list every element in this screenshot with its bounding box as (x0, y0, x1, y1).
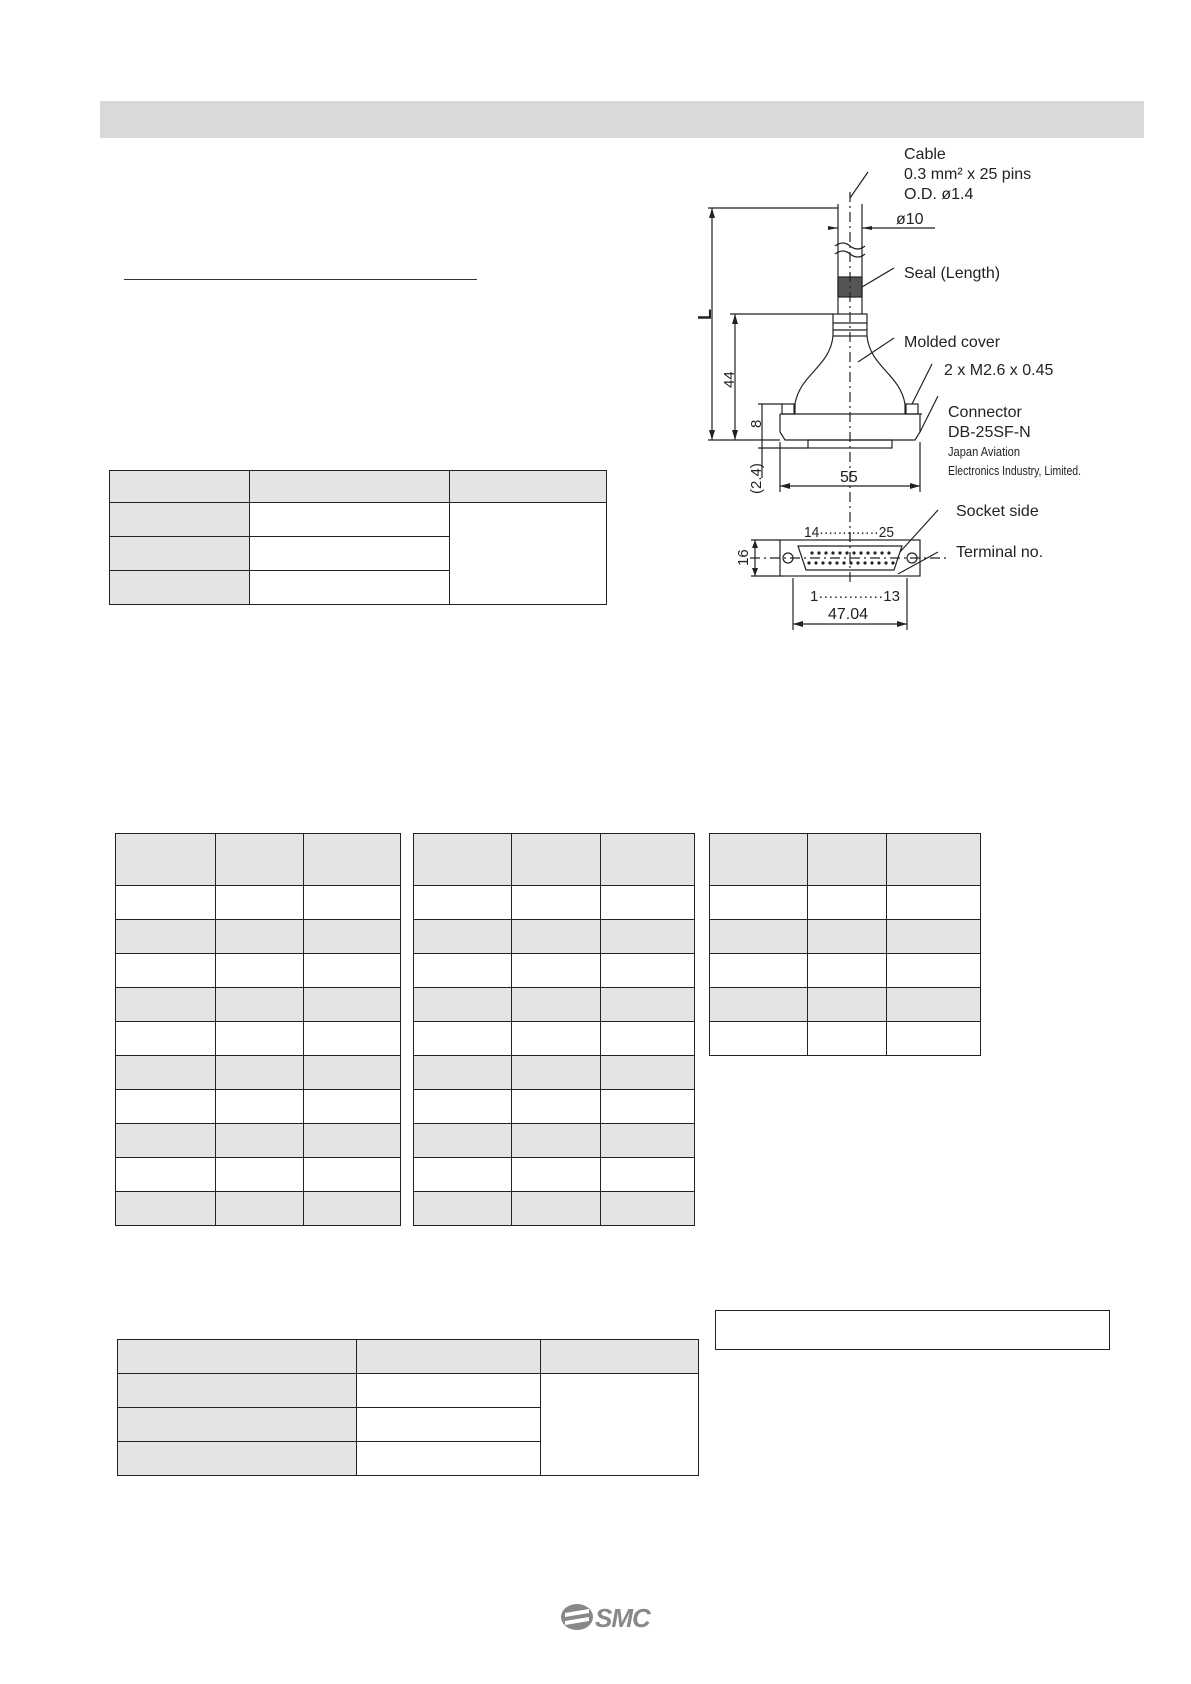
table-cell (512, 1022, 601, 1056)
label-dim-2-4: (2.4) (748, 463, 765, 494)
label-dim-55: 55 (840, 469, 858, 486)
header-cell (116, 834, 216, 886)
table-cell (216, 1158, 304, 1192)
pin-table-3 (709, 833, 981, 1056)
table-cell (887, 988, 981, 1022)
section-header-bar (100, 101, 1144, 138)
table-cell (710, 886, 808, 920)
label-cable-od: O.D. ø1.4 (904, 186, 974, 203)
table-cell (808, 920, 887, 954)
table-cell (216, 886, 304, 920)
table-cell (808, 988, 887, 1022)
label-seal: Seal (Length) (904, 265, 1001, 282)
table-cell (887, 1022, 981, 1056)
note-box (715, 1310, 1110, 1350)
table-cell (216, 954, 304, 988)
table-cell (512, 886, 601, 920)
table-cell (887, 920, 981, 954)
table-cell (116, 1022, 216, 1056)
label-pins-bottom: 1·············13 (810, 588, 900, 605)
table-cell (710, 1022, 808, 1056)
label-maker-1: Japan Aviation (948, 444, 1020, 459)
table-cell (304, 988, 401, 1022)
table-cell (414, 1124, 512, 1158)
table-cell (116, 886, 216, 920)
table-cell (216, 1056, 304, 1090)
label-dim-44: 44 (721, 371, 738, 388)
label-connector-model: DB-25SF-N (948, 424, 1031, 441)
table-cell (250, 571, 450, 605)
table-cell (808, 954, 887, 988)
table-cell (304, 1192, 401, 1226)
table-cell (414, 886, 512, 920)
table-cell (512, 1124, 601, 1158)
table-cell (414, 954, 512, 988)
merged-cell (541, 1374, 699, 1476)
table-cell (887, 954, 981, 988)
pin-table-2 (413, 833, 695, 1226)
table-cell (601, 920, 695, 954)
table-cell (887, 886, 981, 920)
table-cell (512, 954, 601, 988)
table-cell (304, 1158, 401, 1192)
label-socket-side: Socket side (956, 503, 1039, 520)
table-cell (414, 1192, 512, 1226)
table-cell (116, 1124, 216, 1158)
table-cell (304, 920, 401, 954)
merged-cell (450, 503, 607, 605)
table-cell (414, 920, 512, 954)
table-cell (414, 1056, 512, 1090)
label-connector: Connector (948, 404, 1022, 421)
header-cell (216, 834, 304, 886)
table-cell (304, 1090, 401, 1124)
table-cell (216, 920, 304, 954)
table-cell (250, 537, 450, 571)
table-cell (116, 1090, 216, 1124)
label-cable-spec: 0.3 mm² x 25 pins (904, 166, 1032, 183)
header-cell (541, 1340, 699, 1374)
heading-underline (124, 279, 477, 280)
bottom-length-table (117, 1339, 699, 1476)
table-cell (116, 988, 216, 1022)
table-cell (512, 1192, 601, 1226)
header-cell (110, 471, 250, 503)
header-cell (118, 1340, 357, 1374)
header-cell (808, 834, 887, 886)
header-cell (304, 834, 401, 886)
table-cell (116, 954, 216, 988)
header-cell (450, 471, 607, 503)
connector-cable-drawing (695, 142, 1100, 662)
table-cell (512, 920, 601, 954)
header-cell (512, 834, 601, 886)
table-cell (710, 954, 808, 988)
label-screw: 2 x M2.6 x 0.45 (944, 362, 1054, 379)
label-pins-top: 14·············25 (804, 524, 894, 541)
header-cell (601, 834, 695, 886)
table-cell (512, 1090, 601, 1124)
label-cable: Cable (904, 146, 946, 163)
header-cell (414, 834, 512, 886)
table-cell (710, 988, 808, 1022)
label-dim-16: 16 (735, 549, 752, 566)
table-cell (116, 920, 216, 954)
table-cell (414, 1090, 512, 1124)
pin-table-1 (115, 833, 401, 1226)
table-cell (512, 1056, 601, 1090)
table-cell (116, 1192, 216, 1226)
table-cell (304, 1056, 401, 1090)
table-cell (304, 1124, 401, 1158)
table-cell (808, 886, 887, 920)
label-dim-47-04: 47.04 (828, 606, 869, 623)
table-cell (216, 1124, 304, 1158)
table-cell (118, 1408, 357, 1442)
table-cell (601, 954, 695, 988)
table-cell (601, 1056, 695, 1090)
table-cell (512, 1158, 601, 1192)
table-cell (118, 1374, 357, 1408)
table-cell (357, 1408, 541, 1442)
table-cell (116, 1056, 216, 1090)
label-dim-8: 8 (748, 419, 765, 428)
smc-logo (560, 1600, 660, 1634)
table-cell (216, 988, 304, 1022)
table-cell (110, 571, 250, 605)
label-molded-cover: Molded cover (904, 334, 1001, 351)
header-cell (710, 834, 808, 886)
table-cell (216, 1090, 304, 1124)
table-cell (216, 1022, 304, 1056)
table-cell (110, 503, 250, 537)
cable-length-table (109, 470, 607, 605)
table-cell (216, 1192, 304, 1226)
header-cell (357, 1340, 541, 1374)
table-cell (414, 1158, 512, 1192)
label-maker-2: Electronics Industry, Limited. (948, 463, 1081, 478)
table-cell (512, 988, 601, 1022)
table-cell (304, 954, 401, 988)
table-cell (601, 1124, 695, 1158)
table-cell (116, 1158, 216, 1192)
table-cell (601, 1192, 695, 1226)
label-dim-L: L (695, 309, 715, 320)
table-cell (304, 1022, 401, 1056)
header-cell (250, 471, 450, 503)
table-cell (414, 988, 512, 1022)
table-cell (601, 1158, 695, 1192)
smc-logo-text: SMC (595, 1603, 650, 1633)
table-cell (601, 886, 695, 920)
label-terminal-no: Terminal no. (956, 544, 1044, 561)
label-dia-10: ø10 (896, 211, 924, 228)
table-cell (118, 1442, 357, 1476)
table-cell (110, 537, 250, 571)
table-cell (250, 503, 450, 537)
table-cell (601, 1090, 695, 1124)
table-cell (357, 1442, 541, 1476)
table-cell (710, 920, 808, 954)
table-cell (601, 1022, 695, 1056)
table-cell (808, 1022, 887, 1056)
table-cell (601, 988, 695, 1022)
smc-logo-mark (561, 1604, 593, 1630)
header-cell (887, 834, 981, 886)
table-cell (304, 886, 401, 920)
table-cell (414, 1022, 512, 1056)
table-cell (357, 1374, 541, 1408)
